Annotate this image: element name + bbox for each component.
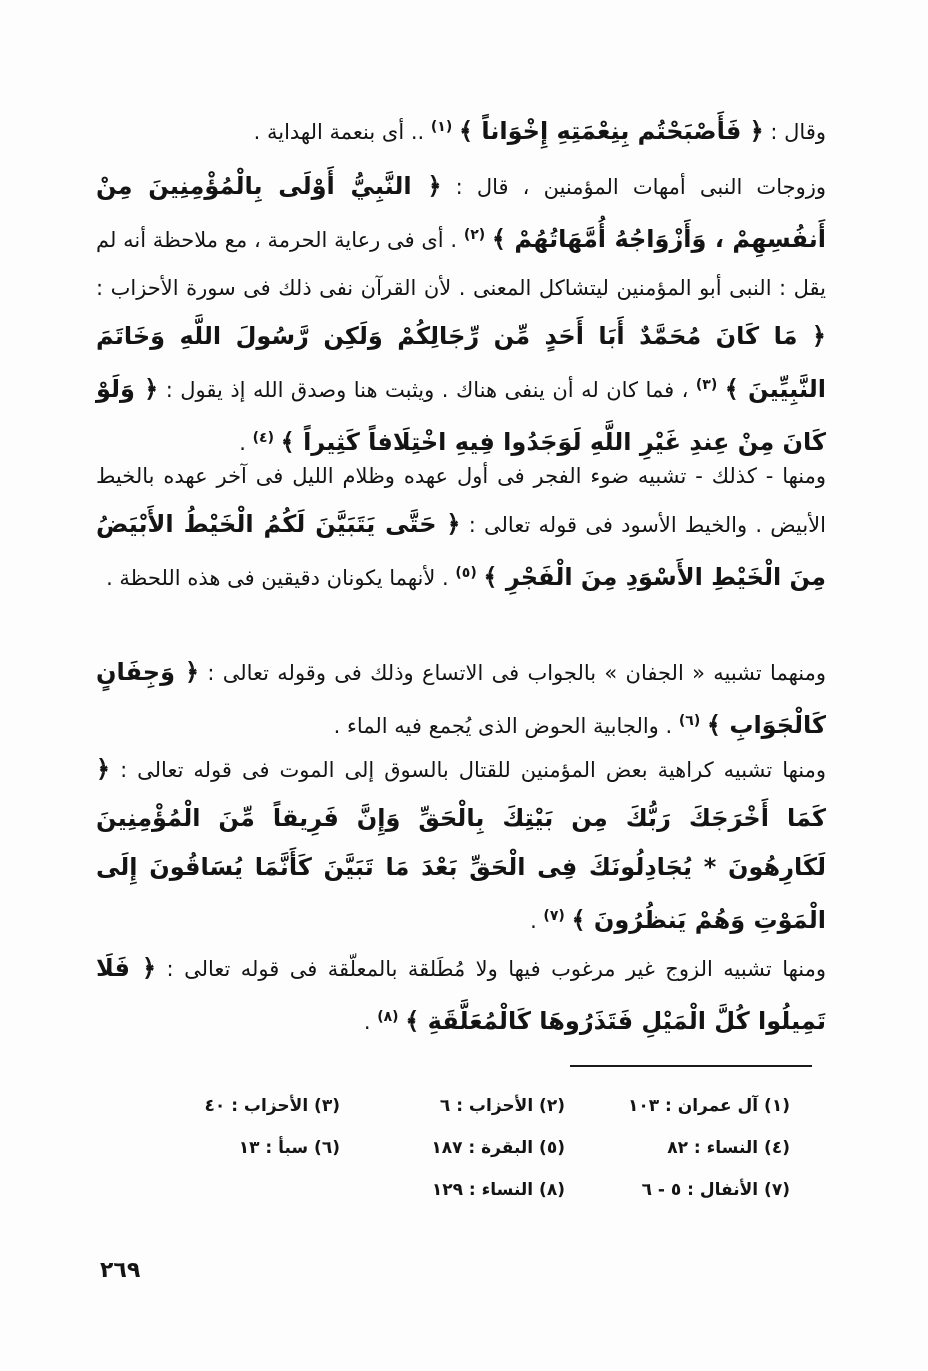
quran-verse: ﴿ كَمَا أَخْرَجَكَ رَبُّكَ مِن بَيْتِكَ بِالْحَقِّ وَإِنَّ فَرِيقاً مِّنَ الْمُؤْمِنِينَ لَكَارِهُونَ * يُجَادِلُونَكَ فِى الْحَقِّ بَعْدَ مَا تَبَيَّنَ كَأَنَّمَا يُسَاقُونَ إِلَى الْمَوْتِ وَهُمْ يَنظُرُونَ ﴾ bbox=[96, 755, 826, 934]
paragraph-lead: وقال : bbox=[763, 120, 826, 144]
quran-verse: ﴿ وَلَوْ كَانَ مِنْ عِندِ غَيْرِ اللَّهِ لَوَجَدُوا فِيهِ اخْتِلَافاً كَثِيراً ﴾ bbox=[96, 375, 826, 456]
paragraph-lead: ومنها - كذلك - تشبيه ضوء الفجر فى أول عهده وظلام الليل فى آخر عهده بالخيط الأبيض . والخيط الأسود فى قوله تعالى : bbox=[96, 464, 826, 537]
footnote-ref: (٥) bbox=[455, 565, 477, 581]
footnote-row bbox=[140, 1127, 790, 1169]
paragraph-tail: . والجابية الحوض الذى يُجمع فيه الماء . bbox=[333, 714, 679, 738]
footnote-item: (٤) النساء : ٨٢ bbox=[667, 1138, 790, 1158]
paragraph-lead: ومنها تشبيه كراهية بعض المؤمنين للقتال بالسوق إلى الموت فى قوله تعالى : bbox=[110, 758, 826, 782]
quran-verse: ﴿ مَا كَانَ مُحَمَّدٌ أَبَا أَحَدٍ مِّن رِّجَالِكُمْ وَلَكِن رَّسُولَ اللَّهِ وَخَاتَمَ النَّبِيِّينَ ﴾ bbox=[96, 322, 826, 403]
quran-verse: ﴿ فَلَا تَمِيلُوا كُلَّ الْمَيْلِ فَتَذَرُوهَا كَالْمُعَلَّقَةِ ﴾ bbox=[96, 954, 826, 1035]
paragraph-text bbox=[96, 944, 826, 1046]
footnote-divider bbox=[570, 1065, 812, 1067]
paragraph-text bbox=[96, 648, 826, 750]
paragraph-tail: . bbox=[239, 431, 253, 455]
paragraph-1 bbox=[96, 103, 826, 156]
quran-verse: ﴿ النَّبِيُّ أَوْلَى بِالْمُؤْمِنِينَ مِنْ أَنفُسِهِمْ ، وَأَزْوَاجُهُ أُمَّهَاتُهُمْ ﴾ bbox=[96, 172, 826, 253]
paragraph-middle: . أى فى رعاية الحرمة ، مع ملاحظة أنه لم يقل : النبى أبو المؤمنين ليتشاكل المعنى . لأن القرآن نفى ذلك فى سورة الأحزاب : bbox=[96, 228, 826, 300]
footnote-ref: (٢) bbox=[463, 227, 486, 243]
paragraph-text bbox=[96, 162, 826, 467]
footnote-item: (١) آل عمران : ١٠٣ bbox=[627, 1096, 790, 1116]
footnote-item: (٧) الأنفال : ٥ - ٦ bbox=[641, 1180, 790, 1200]
footnote-row bbox=[140, 1169, 790, 1211]
paragraph-6 bbox=[96, 944, 826, 1046]
footnote-item bbox=[140, 1169, 340, 1211]
page-number: ٢٦٩ bbox=[100, 1258, 141, 1283]
paragraph-tail: . bbox=[363, 1010, 378, 1034]
paragraph-middle: ، فما كان له أن ينفى هناك . ويثبت هنا وصدق الله إذ يقول : bbox=[158, 378, 696, 402]
footnotes bbox=[140, 1085, 790, 1211]
paragraph-5 bbox=[96, 745, 826, 945]
footnote-item: (٥) البقرة : ١٨٧ bbox=[431, 1138, 565, 1158]
footnote-ref: (١) bbox=[430, 119, 453, 135]
quran-verse: ﴿ حَتَّى يَتَبَيَّنَ لَكُمُ الْخَيْطُ الأَبْيَضُ مِنَ الْخَيْطِ الأَسْوَدِ مِنَ الْفَجْرِ ﴾ bbox=[96, 510, 826, 591]
paragraph-text bbox=[96, 103, 826, 156]
paragraph-text bbox=[96, 452, 826, 602]
paragraph-3 bbox=[96, 452, 826, 602]
quran-verse: ﴿ وَجِفَانٍ كَالْجَوَابِ ﴾ bbox=[96, 658, 826, 739]
paragraph-tail: . bbox=[530, 909, 544, 933]
footnote-ref: (٣) bbox=[695, 377, 718, 393]
paragraph-lead: ومنهما تشبيه « الجفان » بالجواب فى الاتساع وذلك فى وقوله تعالى : bbox=[199, 661, 826, 685]
footnote-row bbox=[140, 1085, 790, 1127]
footnote-item: (٦) سبأ : ١٣ bbox=[238, 1138, 340, 1158]
paragraph-tail: . لأنهما يكونان دقيقين فى هذه اللحظة . bbox=[106, 566, 456, 590]
paragraph-lead: وزوجات النبى أمهات المؤمنين ، قال : bbox=[441, 175, 827, 199]
paragraph-4 bbox=[96, 648, 826, 750]
paragraph-text bbox=[96, 745, 826, 945]
paragraph-tail: .. أى بنعمة الهداية . bbox=[253, 120, 431, 144]
footnote-ref: (٤) bbox=[252, 430, 274, 446]
footnote-ref: (٨) bbox=[377, 1009, 399, 1025]
quran-verse: ﴿ فَأَصْبَحْتُم بِنِعْمَتِهِ إِخْوَاناً ﴾ bbox=[458, 117, 764, 145]
footnote-item: (٣) الأحزاب : ٤٠ bbox=[204, 1096, 340, 1116]
paragraph-lead: ومنها تشبيه الزوج غير مرغوب فيها ولا مُطَلقة بالمعلّقة فى قوله تعالى : bbox=[156, 957, 826, 981]
footnote-ref: (٦) bbox=[678, 713, 701, 729]
footnote-ref: (٧) bbox=[543, 908, 565, 924]
paragraph-2 bbox=[96, 162, 826, 467]
footnote-item: (٨) النساء : ١٢٩ bbox=[431, 1180, 565, 1200]
footnote-item: (٢) الأحزاب : ٦ bbox=[439, 1096, 565, 1116]
